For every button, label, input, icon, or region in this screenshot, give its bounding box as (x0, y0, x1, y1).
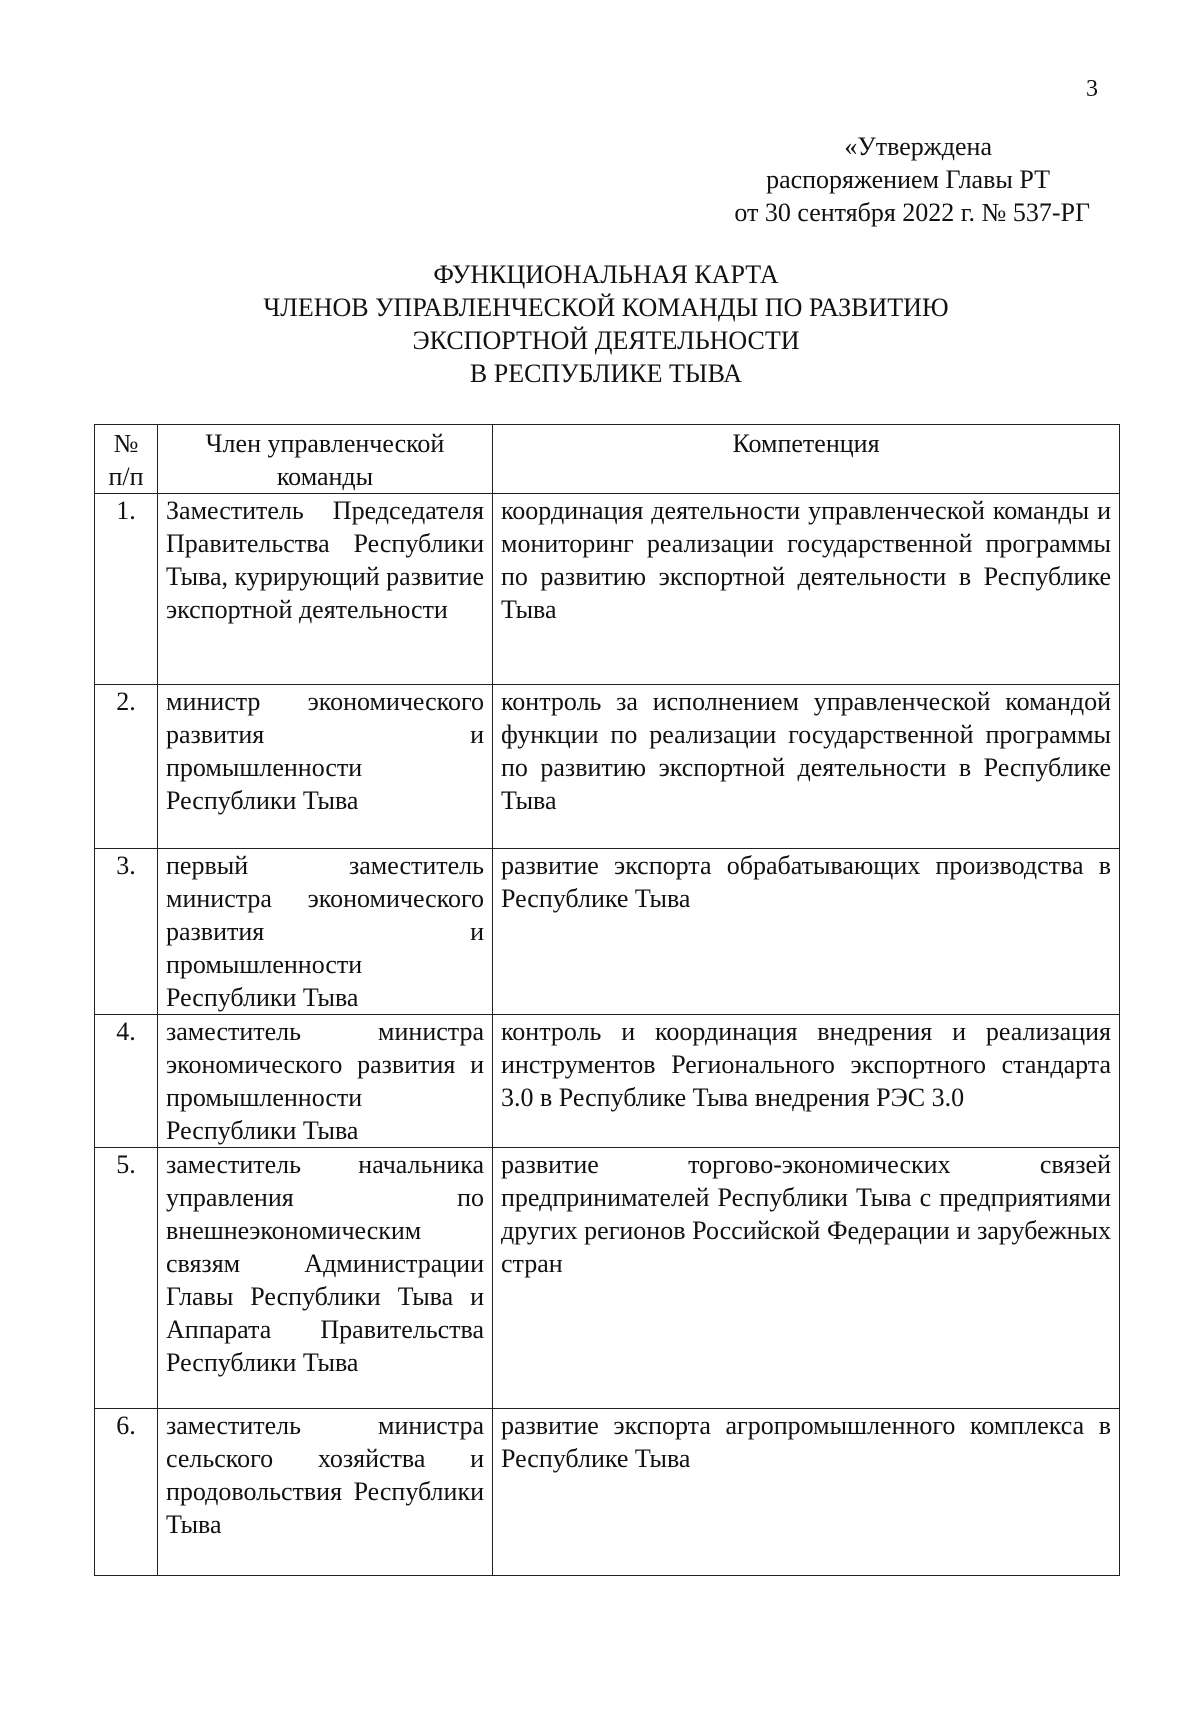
table-row (95, 1409, 1120, 1576)
table-row (95, 849, 1120, 1015)
row-member: Заместитель Председателя Правительства Республики Тыва, курирующий развитие экспортной деятельности (158, 494, 493, 685)
row-number: 1. (95, 494, 158, 685)
header-competence: Компетенция (493, 425, 1120, 494)
row-member: заместитель министра сельского хозяйства и продовольствия Республики Тыва (158, 1409, 493, 1576)
row-number: 5. (95, 1148, 158, 1409)
approval-line-1: «Утверждена (844, 132, 992, 161)
approval-line-2: распоряжением Главы РТ (766, 165, 1050, 194)
approval-line-3: от 30 сентября 2022 г. № 537-РГ (734, 198, 1090, 227)
header-number-symbol: № (113, 429, 139, 458)
row-member: министр экономического развития и промышленности Республики Тыва (158, 685, 493, 849)
row-competence: развитие экспорта обрабатывающих производства в Республике Тыва (493, 849, 1120, 1015)
page-number: 3 (1086, 76, 1098, 102)
functional-map-table (94, 424, 1120, 1576)
table-row (95, 1148, 1120, 1409)
approval-stamp (630, 130, 1090, 229)
header-number-abbr: п/п (108, 462, 144, 491)
title-line-1: ФУНКЦИОНАЛЬНАЯ КАРТА (433, 260, 779, 289)
document-title (96, 258, 1116, 390)
table-row (95, 1015, 1120, 1148)
row-member: первый заместитель министра экономического развития и промышленности Республики Тыва (158, 849, 493, 1015)
title-line-4: В РЕСПУБЛИКЕ ТЫВА (469, 359, 743, 388)
table-row (95, 685, 1120, 849)
row-member: заместитель министра экономического развития и промышленности Республики Тыва (158, 1015, 493, 1148)
title-line-3: ЭКСПОРТНОЙ ДЕЯТЕЛЬНОСТИ (412, 326, 800, 355)
row-competence: развитие экспорта агропромышленного комплекса в Республике Тыва (493, 1409, 1120, 1576)
row-number: 4. (95, 1015, 158, 1148)
row-competence: координация деятельности управленческой команды и мониторинг реализации государственной программы по развитию экспортной деятельности в Республике Тыва (493, 494, 1120, 685)
table-row (95, 494, 1120, 685)
title-line-2: ЧЛЕНОВ УПРАВЛЕНЧЕСКОЙ КОМАНДЫ ПО РАЗВИТИЮ (263, 293, 949, 322)
table-header-row (95, 425, 1120, 494)
row-number: 2. (95, 685, 158, 849)
row-number: 6. (95, 1409, 158, 1576)
row-member: заместитель начальника управления по внешнеэкономическим связям Администрации Главы Республики Тыва и Аппарата Правительства Республики Тыва (158, 1148, 493, 1409)
header-member: Член управленческой команды (158, 425, 493, 494)
row-competence: контроль за исполнением управленческой командой функции по реализации государственной программы по развитию экспортной деятельности в Республике Тыва (493, 685, 1120, 849)
row-competence: контроль и координация внедрения и реализация инструментов Регионального экспортного стандарта 3.0 в Республике Тыва внедрения РЭС 3.0 (493, 1015, 1120, 1148)
header-number (95, 425, 158, 494)
row-number: 3. (95, 849, 158, 1015)
row-competence: развитие торгово-экономических связей предпринимателей Республики Тыва с предприятиями других регионов Российской Федерации и зарубежных стран (493, 1148, 1120, 1409)
